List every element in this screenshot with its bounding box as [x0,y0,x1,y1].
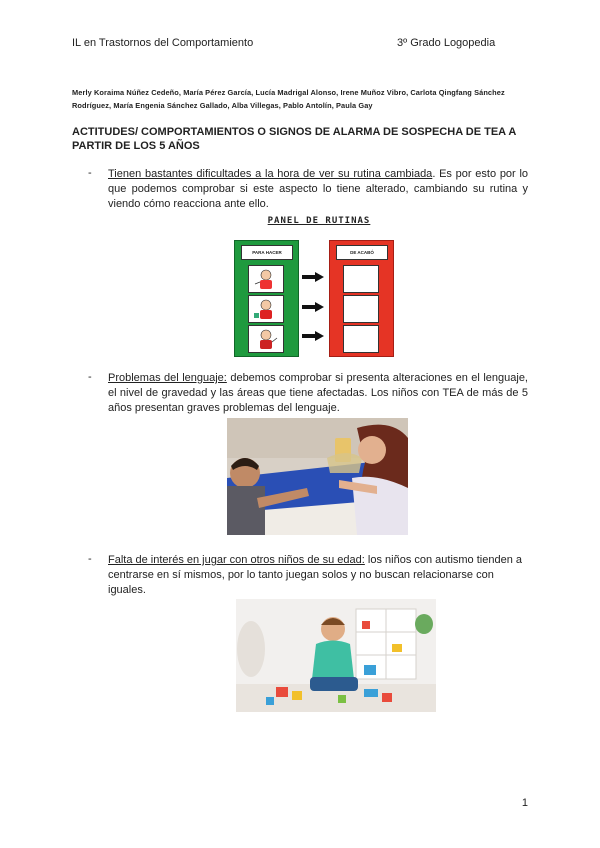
header-right: 3º Grado Logopedia [397,37,496,49]
item-play-heading: Falta de interés en jugar con otros niños de su edad: [108,554,365,566]
page-number: 1 [521,797,528,809]
bullet-marker: - [88,553,92,565]
item-language-text: debemos comprobar si presenta alteraciones en el lenguaje, el nivel de gravedad y las áreas que tiene afectadas. Los niños con TEA de más de 5 años presentan graves problemas del lenguaje. [108,372,528,414]
authors [72,86,530,112]
arrow-right-icon [302,302,324,312]
bullet-marker: - [88,167,92,179]
todo-column [234,240,299,357]
empty-slot [343,265,379,293]
item-play [108,553,528,598]
section-title: ACTITUDES/ COMPORTAMIENTOS O SIGNOS DE ALARMA DE SOSPECHA DE TEA A PARTIR DE LOS 5 AÑOS [72,126,516,152]
item-routine [108,167,528,212]
child-pictogram-icon [249,326,283,352]
item-language [108,371,528,416]
item-routine-heading: Tienen bastantes dificultades a la hora de ver su rutina cambiada [108,168,433,180]
routine-panel-image [234,216,394,358]
header-left: IL en Trastornos del Comportamiento [72,37,254,49]
item-routine-text: . Es por esto por lo que podemos comprobar si este aspecto lo tiene alterado, cambiando su rutina y viendo cómo reacciona ante ello. [108,168,529,210]
done-tag: DE ACABÓ [336,245,388,260]
bullet-marker: - [88,371,92,383]
therapist-child-illustration [227,418,408,535]
item-language-heading: Problemas del lenguaje: [108,372,227,384]
child-pictogram-icon [249,266,283,292]
authors-line-2: Rodríguez, María Engenia Sánchez Gallado, Alba Villegas, Pablo Antolín, Paula Gay [72,101,373,110]
child-playing-photo [236,599,436,712]
routine-panel-title: PANEL DE RUTINAS [267,216,371,226]
child-playing-illustration [236,599,436,712]
child-pictogram-icon [249,296,283,322]
pictogram-card [248,295,284,323]
item-play-text: los niños con autismo tienden a centrarse en sí mismos, por lo tanto juegan solos y no buscan relacionarse con iguales. [108,554,522,596]
pictogram-card [248,325,284,353]
authors-line-1: Merly Koraima Núñez Cedeño, María Pérez García, Lucía Madrigal Alonso, Irene Muñoz Vibro, Carlota Qingfang Sánchez [72,88,505,97]
empty-slot [343,295,379,323]
pictogram-card [248,265,284,293]
arrow-right-icon [302,331,324,341]
empty-slot [343,325,379,353]
todo-tag: PARA HACER [241,245,293,260]
done-column [329,240,394,357]
therapy-photo [227,418,408,535]
arrow-right-icon [302,272,324,282]
